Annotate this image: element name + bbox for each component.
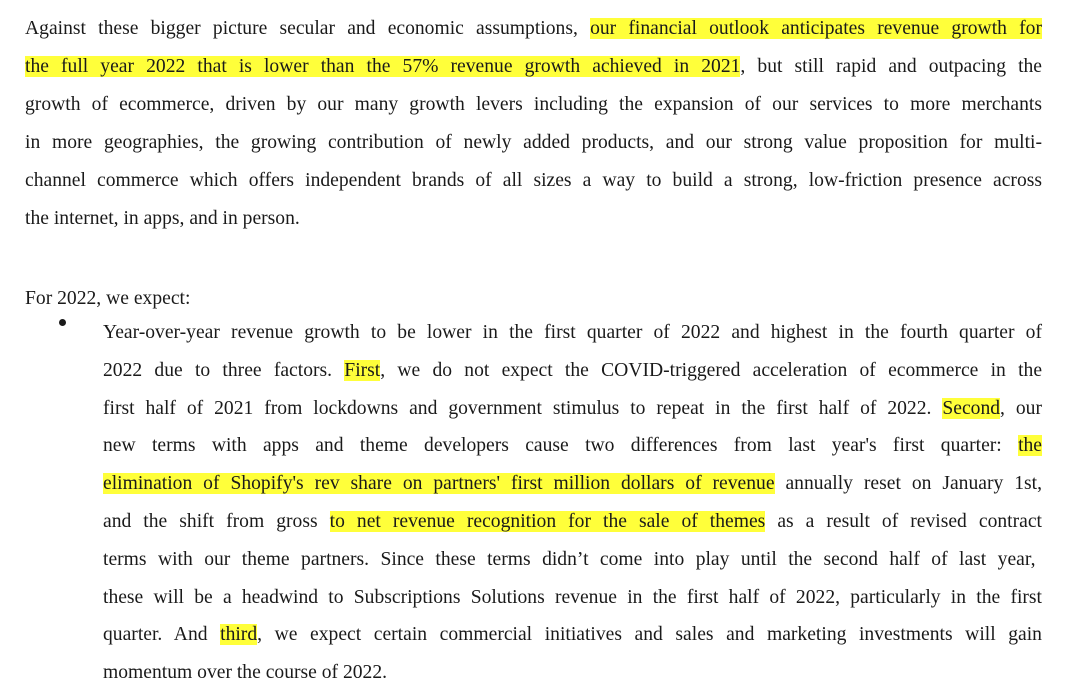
text-line — [103, 433, 1042, 459]
text-segment: growth of ecommerce, driven by our many growth levers including the expansion of our services to more merchants — [25, 94, 1042, 115]
text-line — [103, 547, 1035, 573]
text-segment: new terms with apps and theme developers cause two differences from last year's first quarter: — [103, 435, 1019, 457]
text-segment: momentum over the course of 2022. — [103, 662, 388, 684]
text-line — [25, 54, 1042, 80]
text-segment: in more geographies, the growing contribution of newly added products, and our strong value proposition for multi- — [25, 132, 1042, 153]
highlighted-text: the — [1018, 435, 1042, 457]
text-line — [103, 471, 1042, 497]
text-segment: channel commerce which offers independent brands of all sizes a way to build a strong, low-friction presence across — [25, 170, 1042, 191]
text-line — [25, 168, 1042, 194]
highlighted-text: to net revenue recognition for the sale of themes — [329, 511, 766, 532]
text-segment: first half of 2021 from lockdowns and government stimulus to repeat in the first half of 2022. — [103, 397, 943, 419]
text-segment: the internet, in apps, and in person. — [25, 208, 300, 229]
bullet-icon — [59, 319, 66, 326]
text-segment: Year-over-year revenue growth to be lower in the first quarter of 2022 and highest in the fourth quarter of — [103, 322, 1042, 343]
text-line — [103, 396, 1042, 422]
text-segment: Against these bigger picture secular and economic assumptions, — [25, 18, 591, 39]
text-segment: quarter. And — [103, 624, 221, 646]
text-segment: annually reset on January 1st, — [774, 473, 1042, 495]
text-line — [25, 92, 1042, 118]
text-segment: , but still rapid and outpacing the — [740, 56, 1043, 77]
text-line — [103, 585, 1042, 611]
highlighted-text: the full year 2022 that is lower than the 57% revenue growth achieved in 2021 — [25, 56, 741, 77]
text-segment: these will be a headwind to Subscriptions Solutions revenue in the first half of 2022, particularly in the first — [103, 586, 1043, 608]
highlighted-text: third — [220, 624, 258, 646]
text-line — [103, 320, 1042, 346]
text-segment: , we do not expect the COVID-triggered acceleration of ecommerce in the — [380, 359, 1043, 381]
text-line — [25, 130, 1042, 156]
highlighted-text: Second — [942, 397, 1001, 419]
highlighted-text: our financial outlook anticipates revenue growth for — [590, 18, 1042, 39]
text-line — [25, 16, 1042, 42]
text-line — [103, 660, 387, 686]
text-segment: 2022 due to three factors. — [103, 359, 345, 381]
highlighted-text: elimination of Shopify's rev share on partners' first million dollars of revenue — [103, 473, 775, 495]
text-segment: terms with our theme partners. Since these terms didn’t come into play until the second half of last year, — [103, 548, 1036, 570]
text-segment: , our — [1000, 397, 1042, 419]
text-segment: , we expect certain commercial initiatives and sales and marketing investments will gain — [257, 624, 1042, 646]
highlighted-text: First — [344, 359, 381, 381]
text-line — [103, 358, 1042, 384]
text-segment: and the shift from gross — [103, 511, 330, 532]
text-line — [25, 206, 300, 232]
text-line — [103, 622, 1042, 648]
text-segment: as a result of revised contract — [765, 511, 1042, 532]
text-line — [103, 509, 1042, 535]
intro-line: For 2022, we expect: — [25, 288, 191, 309]
